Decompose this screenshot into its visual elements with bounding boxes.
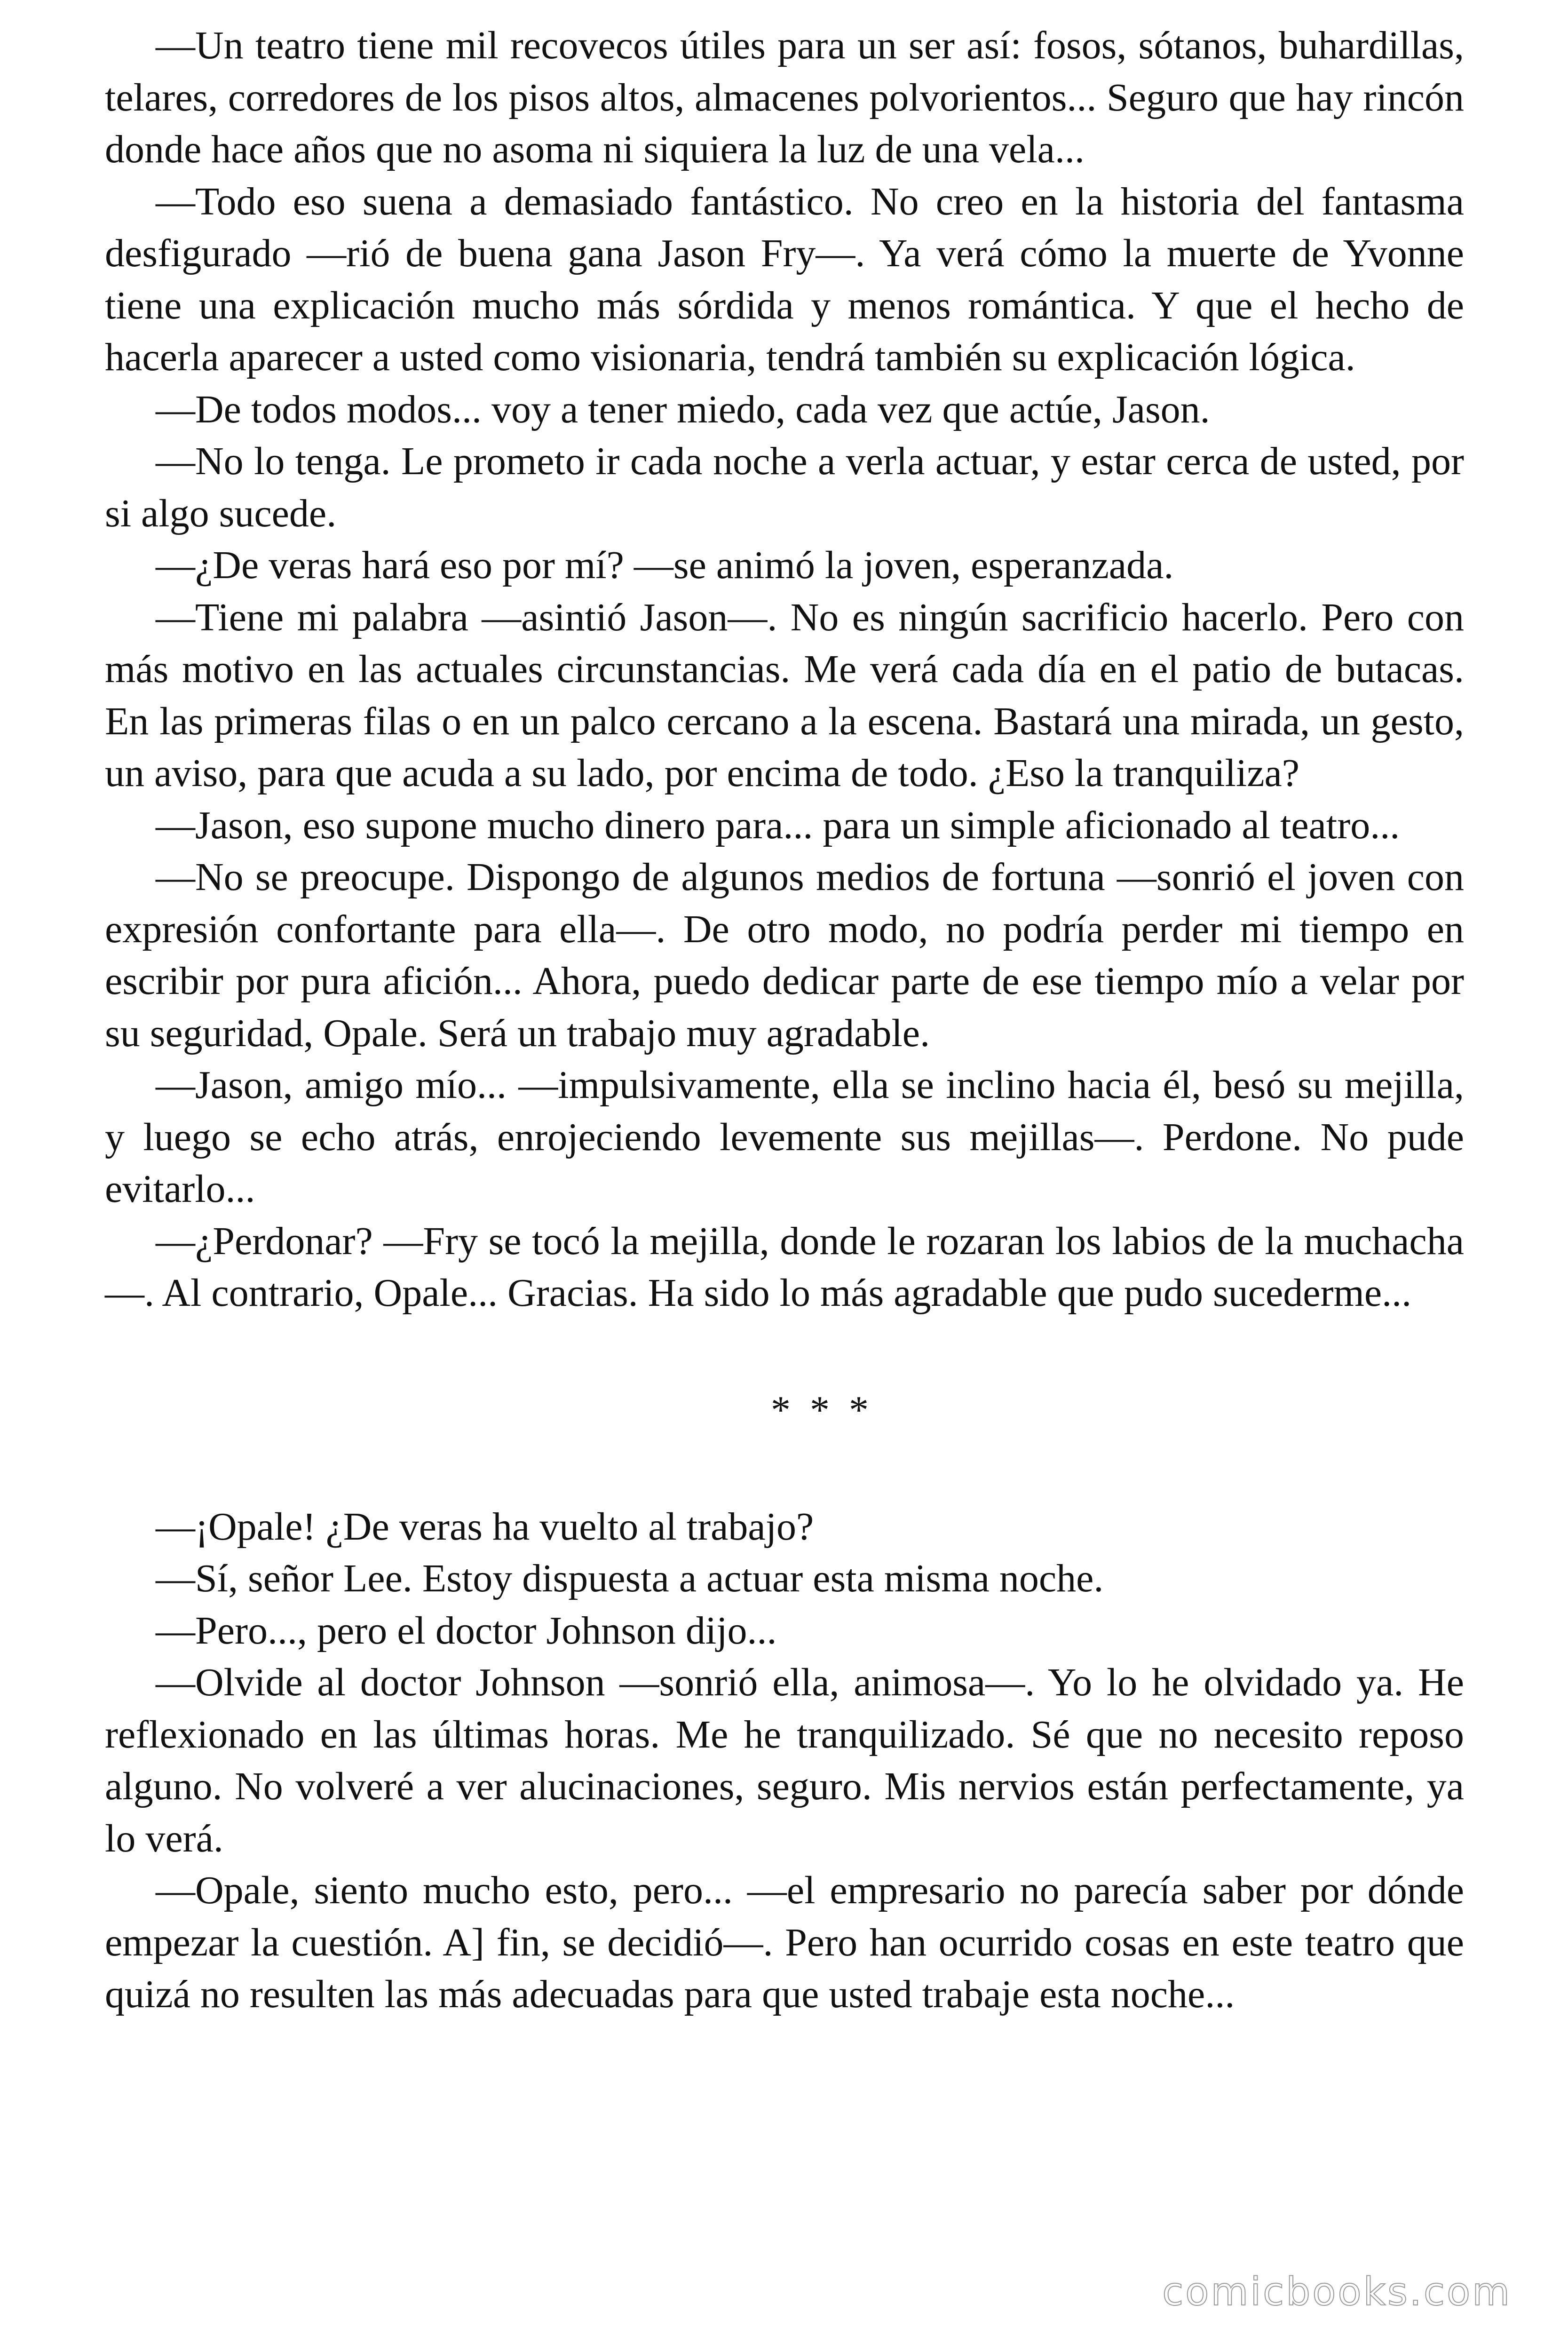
paragraph: —No se preocupe. Dispongo de algunos medios de fortuna —sonrió el joven con expresión confortante para ella—. De otro modo, no podría perder mi tiempo en escribir por pura afición... Ahora, puedo dedicar parte de ese tiempo mío a velar por su seguridad, Opale. Será un trabajo muy agradable. <box>105 855 1464 1055</box>
book-page <box>105 20 1464 2021</box>
site-watermark: comicbooks.com <box>1162 2270 1512 2314</box>
paragraph: —Pero..., pero el doctor Johnson dijo... <box>156 1608 777 1653</box>
paragraph: —Jason, eso supone mucho dinero para... para un simple aficionado al teatro... <box>156 803 1400 847</box>
paragraph: —Tiene mi palabra —asintió Jason—. No es ningún sacrificio hacerlo. Pero con más motivo en las actuales circunstancias. Me verá cada día en el patio de butacas. En las primeras filas o en un palco cercano a la escena. Bastará una mirada, un gesto, un aviso, para que acuda a su lado, por encima de todo. ¿Eso la tranquiliza? <box>105 595 1464 795</box>
paragraph: —¡Opale! ¿De veras ha vuelto al trabajo? <box>156 1504 814 1549</box>
paragraph: —No lo tenga. Le prometo ir cada noche a verla actuar, y estar cerca de usted, por si algo sucede. <box>105 439 1464 535</box>
paragraph: —Sí, señor Lee. Estoy dispuesta a actuar esta misma noche. <box>156 1557 1104 1600</box>
section-2 <box>105 1501 1464 2021</box>
paragraph: —De todos modos... voy a tener miedo, cada vez que actúe, Jason. <box>156 387 1210 431</box>
paragraph: —Olvide al doctor Johnson —sonrió ella, animosa—. Yo lo he olvidado ya. He reflexionado en las últimas horas. Me he tranquilizado. Sé que no necesito reposo alguno. No volveré a ver alucinaciones, seguro. Mis nervios están perfectamente, ya lo verá. <box>105 1661 1464 1860</box>
paragraph: —Un teatro tiene mil recovecos útiles para un ser así: fosos, sótanos, buhardillas, telares, corredores de los pisos altos, almacenes polvorientos... Seguro que hay rincón donde hace años que no asoma ni siquiera la luz de una vela... <box>105 24 1464 171</box>
paragraph: —Opale, siento mucho esto, pero... —el empresario no parecía saber por dónde empezar la cuestión. A] fin, se decidió—. Pero han ocurrido cosas en este teatro que quizá no resulten las más adecuadas para que usted trabaje esta noche... <box>105 1868 1464 2016</box>
section-1 <box>105 20 1464 1319</box>
paragraph: —¿De veras hará eso por mí? —se animó la joven, esperanzada. <box>156 543 1174 587</box>
paragraph: —¿Perdonar? —Fry se tocó la mejilla, donde le rozaran los labios de la muchacha—. Al contrario, Opale... Gracias. Ha sido lo más agradable que pudo sucederme... <box>105 1219 1464 1315</box>
paragraph: —Todo eso suena a demasiado fantástico. No creo en la historia del fantasma desfigurado —rió de buena gana Jason Fry—. Ya verá cómo la muerte de Yvonne tiene una explicación mucho más sórdida y menos romántica. Y que el hecho de hacerla aparecer a usted como visionaria, tendrá también su explicación lógica. <box>105 179 1464 379</box>
scene-separator: * * * <box>771 1388 873 1432</box>
paragraph: —Jason, amigo mío... —impulsivamente, ella se inclino hacia él, besó su mejilla, y luego se echo atrás, enrojeciendo levemente sus mejillas—. Perdone. No pude evitarlo... <box>105 1063 1464 1211</box>
